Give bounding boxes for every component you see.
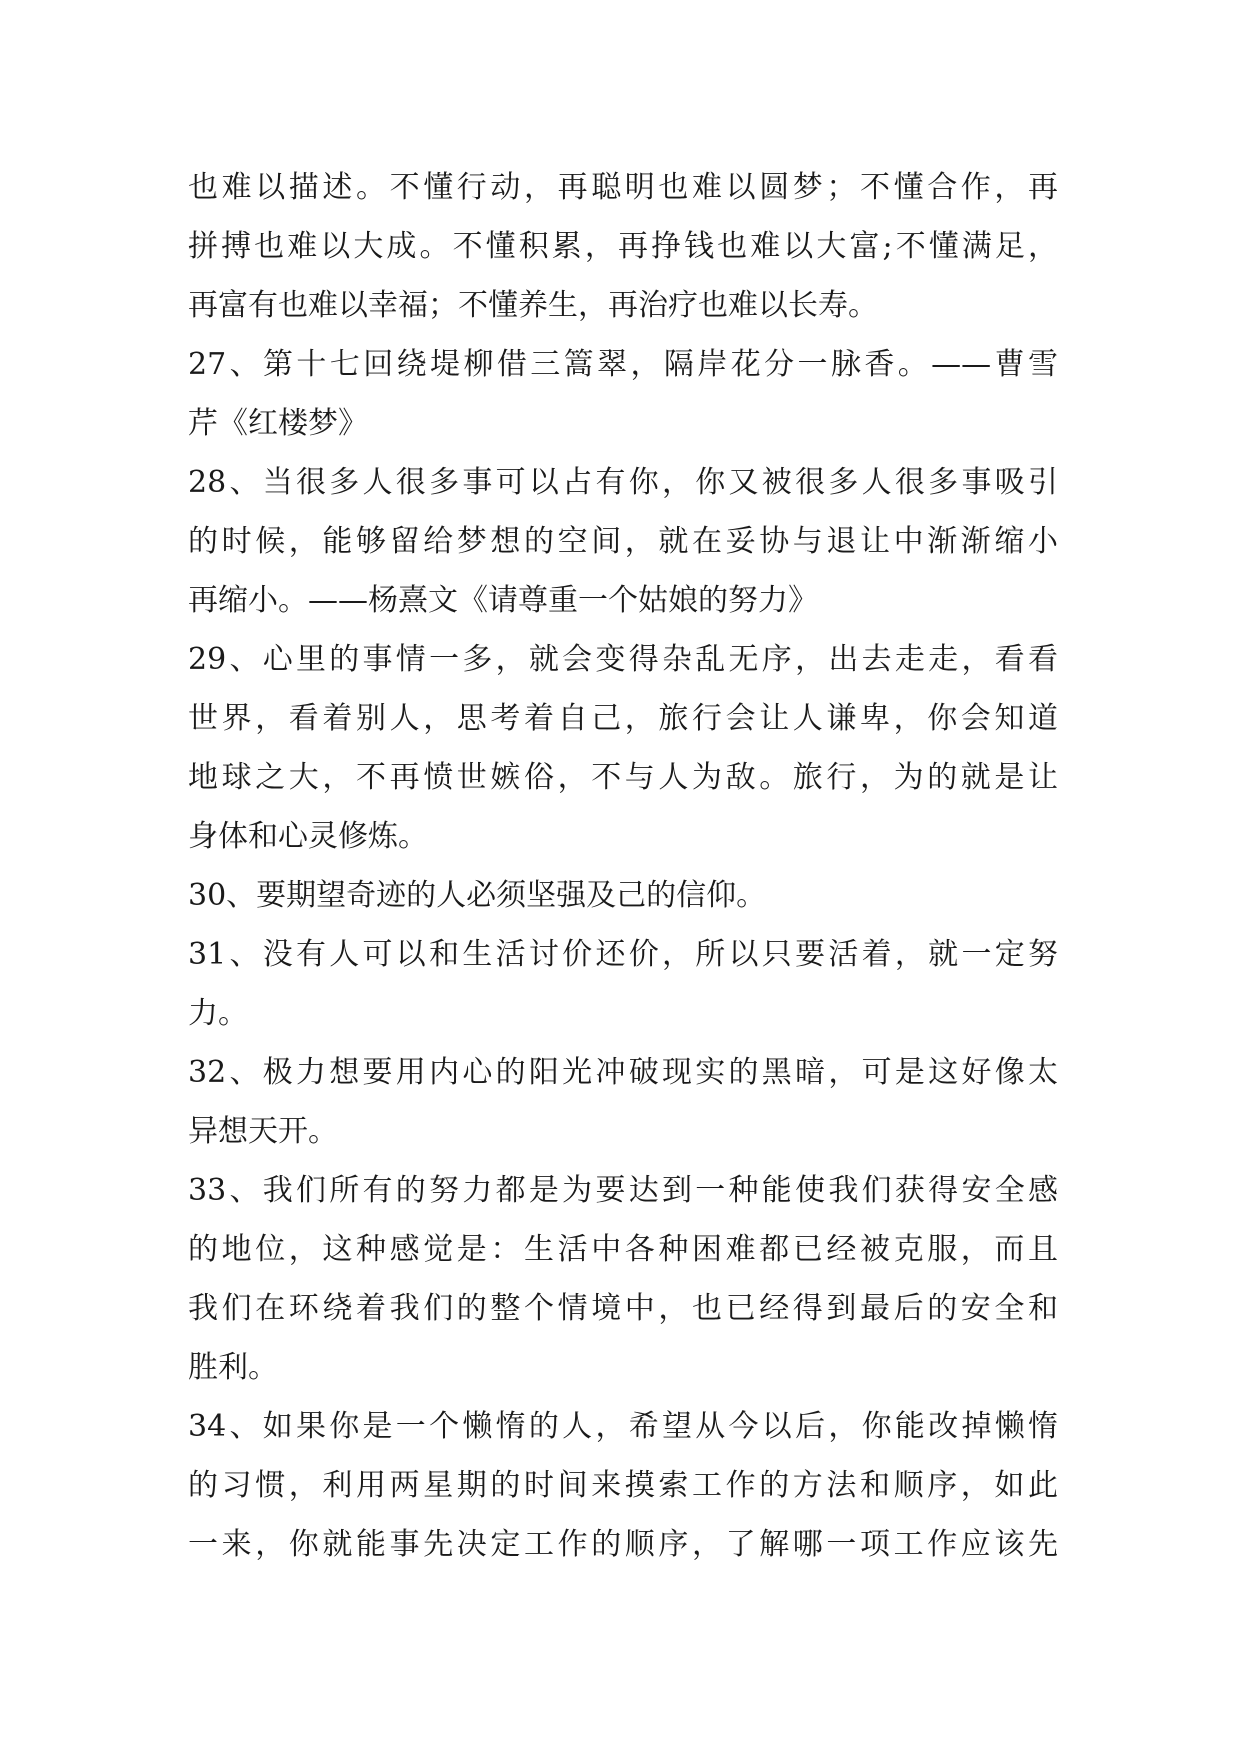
- text-line: 28、当很多人很多事可以占有你，你又被很多人很多事吸引: [188, 465, 1058, 500]
- text-line: 世界，看着别人，思考着自己，旅行会让人谦卑，你会知道: [188, 701, 1058, 736]
- text-line: 地球之大，不再愤世嫉俗，不与人为敌。旅行，为的就是让: [188, 760, 1058, 795]
- text-line: 的习惯，利用两星期的时间来摸索工作的方法和顺序，如此: [188, 1468, 1058, 1503]
- text-line: 29、心里的事情一多，就会变得杂乱无序，出去走走，看看: [188, 642, 1058, 677]
- text-line: 的时候，能够留给梦想的空间，就在妥协与退让中渐渐缩小: [188, 524, 1058, 559]
- text-line: 也难以描述。不懂行动，再聪明也难以圆梦；不懂合作，再: [188, 170, 1058, 205]
- text-line: 芹《红楼梦》: [188, 406, 368, 441]
- text-line: 32、极力想要用内心的阳光冲破现实的黑暗，可是这好像太: [188, 1055, 1058, 1090]
- text-line: 30、要期望奇迹的人必须坚强及己的信仰。: [188, 878, 767, 913]
- text-line: 31、没有人可以和生活讨价还价，所以只要活着，就一定努: [188, 937, 1058, 972]
- text-line: 34、如果你是一个懒惰的人，希望从今以后，你能改掉懒惰: [188, 1409, 1058, 1444]
- text-line: 拼搏也难以大成。不懂积累，再挣钱也难以大富;不懂满足，: [188, 229, 1058, 264]
- text-line: 我们在环绕着我们的整个情境中，也已经得到最后的安全和: [188, 1291, 1058, 1326]
- text-line: 身体和心灵修炼。: [188, 819, 428, 854]
- text-line: 再富有也难以幸福；不懂养生，再治疗也难以长寿。: [188, 288, 878, 323]
- text-line: 27、第十七回绕堤柳借三篙翠，隔岸花分一脉香。——曹雪: [188, 347, 1058, 382]
- text-line: 33、我们所有的努力都是为要达到一种能使我们获得安全感: [188, 1173, 1058, 1208]
- text-line: 一来，你就能事先决定工作的顺序，了解哪一项工作应该先: [188, 1527, 1058, 1562]
- text-line: 再缩小。——杨熹文《请尊重一个姑娘的努力》: [188, 583, 818, 618]
- text-line: 力。: [188, 996, 248, 1031]
- body-text: [188, 158, 1058, 1574]
- text-line: 胜利。: [188, 1350, 278, 1385]
- text-line: 异想天开。: [188, 1114, 338, 1149]
- text-line: 的地位，这种感觉是：生活中各种困难都已经被克服，而且: [188, 1232, 1058, 1267]
